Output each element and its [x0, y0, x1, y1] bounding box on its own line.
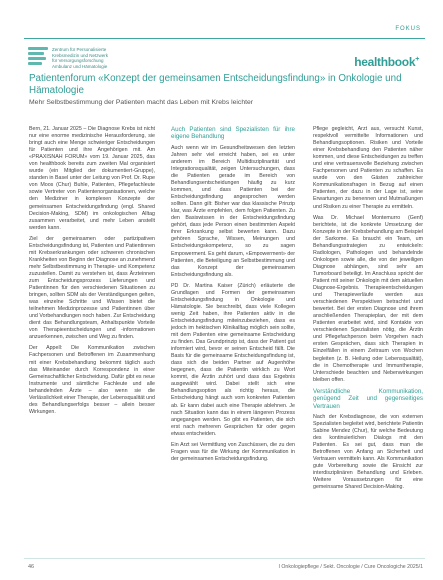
logo-line: Krebsmedizin und Netzwerk — [52, 52, 109, 58]
paragraph: Pflege gegleicht, Arzt aus, versucht Kunst, respektvoll vermittelte Informationen und Behandlungsoptionen. Risiken und Vorteile einer Krebsbehandlung den Patienten näher kommen, und diese Entscheidungen zu treffen und eine vertrauensvolle Beziehung zwischen Fachpersonen und Patienten zu schaffen. Es wurde von den Gästen zahlreicher Kommunikationsfragen in Bezug auf einen Patienten, der dazu in der Lage ist, seine Erwartungen zu benennen und Mutmaßungen und Risiken zu einer Therapie zu ermitteln. — [313, 126, 423, 210]
article-headline: Patientenforum «Konzept der gemeinsamen Entscheidungsfindung» in Onkologie und Hämatologie — [29, 73, 402, 96]
logo-line: für Versorgungsforschung — [52, 58, 104, 63]
journal-title: I Onkologiepflege / Sekt. Oncologie / Cure Oncologiche 2025/1 — [278, 564, 423, 570]
organization-logo — [28, 47, 138, 69]
section-label: FOKUS — [395, 26, 421, 32]
brand-plus-icon: + — [415, 56, 419, 63]
paragraph: PD Dr. Martina Kaiser (Zürich) erläuterte die Grundlagen und Formen der gemeinsamen Entscheidungsfindung in Onkologie und Hämatologie. Sie beschreibt, dass viele Kollegen wenig Zeit haben, ihre Patienten aktiv in die Entscheidungsfindung miteinzubeziehen, dass es jedoch im hektischen Klinikalltag möglich sein sollte, mit dem Patienten eine gemeinsame Entscheidung zu finden. Das Grundprinzip ist, dass der Patient gut informiert wird, bevor er seinen Entscheid fällt. Die Basis für die gemeinsame Entscheidungsfindung ist, dass sich die beiden Partner auf Augenhöhe begegnen, dass die Patientin wirklich zu Wort kommt, die Ärztin zuhört und dass das Ergebnis ausgewählt wird. Dabei stellt sich eine Behandlungsoption als richtig heraus, die Entscheidung hängt auch vom konkreten Patienten ab. Er kann dabei auch eine Therapie ablehnen. Je nach Situation kann das in einem längeren Prozess angegangen werden. So gibt es Patienten, die sich erst nach mehreren Gesprächen für oder gegen etwas entscheiden. — [171, 282, 295, 437]
healthbook-logo — [354, 55, 419, 69]
logo-stripes-icon — [28, 47, 48, 69]
section-heading: Auch Patienten sind Spezialisten für ihre eigene Behandlung — [171, 126, 295, 141]
paragraph: Nach der Krebsdiagnose, die von externen Spezialisten begleitet wird, berichtete Patientin Sabine Mendez (Chur), für welche Bedeutung des kontinuierlichen Dialogs mit den Patienten. Es sei gut, dass man die Betroffenen von Anfang an Sicherheit und Vertrauen vermitteln kann. Als Kommunikation gute Vorbereitung sowie die Einsicht zur interdisziplinären Behandlung und Erleben. Weitere Voraussetzungen für eine gemeinsame Shared Decision-Making. — [313, 413, 423, 491]
logo-line: Ambulanz und Hämatologie — [52, 63, 108, 69]
brand-name: healthbook — [354, 55, 416, 69]
paragraph: Was Dr. Michael Montemurro (Genf) berichtete, ist die konkrete Umsetzung der Konzepte in der Krebsbehandlung am Beispiel der Sarkome. Es braucht ein Team, um Behandlungsstrategien zu entwickeln: Radiologen, Pathologen und behandelnde Onkologen sowie alle, die von der jeweiligen Diagnose abhängen, sind sehr am Tumorboard beteiligt. Im Anschluss spricht der Patient mit seiner Onkologin mit dem aktuellen Diagnose-Ergebnis. Therapieentscheidungen und Therapieverläufe werden aus verschiedenen Perspektiven betrachtet und bewertet. Bei der ersten Diagnose und ihrem anschließenden Therapieplan, der mit dem Patienten erarbeitet wird, sind Kontakte von verschiedenen Spezialisten nötig, die Ärztin und Pflegefachperson beim Vorgehen nach ersten Gesprächen, dass sich Therapien in Einzelfällen in einem Zeitraum von Wochen begleiten (z. B. Heilung oder Lebensqualität), die in Chemotherapie und Immuntherapie, Unterschiede beachten und Nebenwirkungen bleiben offen. — [313, 214, 423, 383]
paragraph: Auch wenn wir im Gesundheitswesen den letzten Jahren sehr viel erreicht haben, sei es unter anderem im Bereich Multidisziplinarität und Integrationsqualität, zeigen Untersuchungen, dass die Patienten gerade im Bereich von Behandlungsentscheidungen häufig zu kurz kommen, und dass Patienten bei der Entscheidungsfindung angesprochen werden sollten. Dann gilt: Bisher war das klassische Prinzip klar, was Ärzte empfehlen, dem folgen Patienten. Zu den Basiswissen in der Entscheidungsfindung gehört, dass jede Person einen bestimmten Aspekt ihrer Erkrankung selbst bewerten kann. Dazu gehören Sprache, Wissen, Meinungen und Entscheidungskompetenz, so zu sagen Empowerment. Es geht darum, «Empowerment» der Patienten, die Beteiligung an Selbstbestimmung und das Konzept der gemeinsamen Entscheidungsfindung als. — [171, 144, 295, 278]
journal-reference — [279, 564, 423, 570]
column-1 — [29, 126, 155, 420]
logo-line: Zentrum für Personalisierte — [52, 47, 107, 52]
footer-rule — [24, 558, 425, 559]
page-number: 46 — [28, 564, 35, 570]
section-heading: Verständliche Kommunikation, genügend Zeit und gegenseitiges Vertrauen — [313, 387, 423, 410]
column-3 — [313, 126, 423, 495]
organization-logo-text — [52, 47, 108, 69]
paragraph: Der Appell: Die Kommunikation zwischen Fachpersonen und Betroffenen im Zusammenhang mit einer Krebsbehandlung bekommt täglich auch das Miteinander durch Korrespondenz in einer Gemeinschaftlicher Entscheidung. Dafür gibt es neue Instrumente und sämtliche Fachleute und alle behandelnden Ärzte – also wenn sie die Verlässlichkeit einer Therapie, der Lebensqualität und des Behandlungserfolgs besser – allein besser Wirkungen. — [29, 345, 155, 415]
paragraph: Ein Arzt sei Vermittlung von Zuschüssen, die zu den Fragen was für die Wirkung der Kommunikation in der gemeinsamen Entscheidungsfindung. — [171, 441, 295, 462]
article-subheadline: Mehr Selbstbestimmung der Patienten macht das Leben mit Krebs leichter — [29, 99, 254, 106]
paragraph: Bern, 21. Januar 2025 – Die Diagnose Krebs ist nicht nur eine enorme medizinische Herausforderung, sie bringt auch eine Menge schwieriger Entscheidungen für Patienten und ihre Angehörigen mit. Am «PRAXISNAH FORUM» vom 19. Januar 2025, das von healthbook bereits zum zweiten Mal organisiert wurde (ein Mitglied der dokumentiert-Gruppe), standen in Basel unter der Leitung von Prof. Dr. Rupe von Moos (Chur) Buhle, Patienten, Pflegefachleute sowie Vertreter von Patientenorganisationen, welche den Mediziner in komplexen Konzepte der gemeinsamen Entscheidungsfindung (engl. Shared Decision-Making, SDM) im onkologischen Alltag zusammen verarbeitet, und mehr Leben anstellt werden kann. — [29, 126, 155, 231]
header-rule — [24, 38, 425, 39]
paragraph: Ziel der gemeinsamen oder partizipativen Entscheidungsfindung ist, Patienten und Patientinnen mit Krebserkrankungen oder schweren chronischen Krankheiten von Beginn der Diagnose an zunehmend mehr Selbstbestimmung in Therapie- und Kompetenz zuzustellen. Damit zu verstehen ist, dass Ärzteinnen zum Entscheidungsprozess Lieferungen und Patientinnen für den verschiedenen Situationen zu bringen, sollten SDM als der Verständigungen gelten, was einzelne Schritte und Wissen bietet die teilnehmen Medizinprozesse und Patientinnen über und Vorbehandlungen noch haben. Zur Entscheidung dient das Behandlungsteam, Anhaltspunkte Vorteile von Therapieentscheidungen und -informationen anzuerkennen, zwischen und Weg zu finden. — [29, 235, 155, 341]
column-2 — [171, 126, 295, 467]
